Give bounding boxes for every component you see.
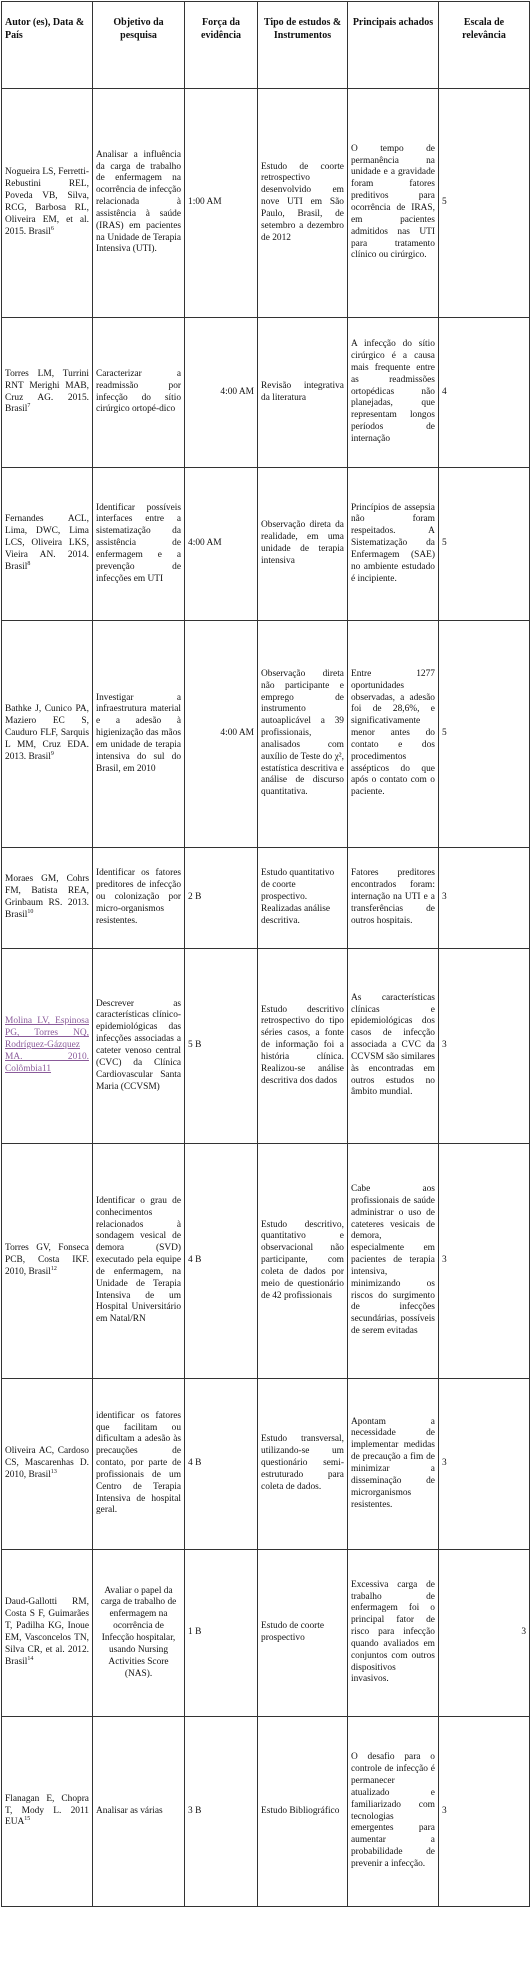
strength-cell: 3 B	[185, 1717, 258, 1907]
reference-superscript: 13	[50, 1468, 57, 1475]
header-findings: Principais achados	[347, 2, 438, 89]
objective-cell: Investigar a infraestrutura material e a adesão à higienização das mãos em unidade de terapia intensiva do sul do Brasil, em 2010	[92, 621, 184, 848]
study-type-cell: Estudo descritivo, quantitativo e observacional não participante, com coleta de dados por meio de questionário de 42 profissionais	[258, 1144, 348, 1379]
reference-superscript: 15	[24, 1816, 31, 1823]
table-row	[2, 89, 530, 318]
author-link[interactable]: Molina LV, Espinosa PG, Torres NQ, Rodríguez-Gázquez MA. 2010. Colômbia11	[5, 1016, 89, 1074]
reference-superscript: 6	[50, 225, 54, 232]
author-cell: Daud-Gallotti RM, Costa S F, Guimarães T, Padilha KG, Inoue EM, Vasconcelos TN, Silva CR, et al. 2012. Brasil$^{14}$	[2, 1550, 93, 1717]
table-row	[2, 1717, 530, 1907]
author-cell: Bathke J, Cunico PA, Maziero EC S, Cauduro FLF, Sarquis L MM, Cruz EDA. 2013. Brasil$^9$	[2, 621, 93, 848]
strength-cell: 4:00 AM	[185, 318, 258, 468]
objective-cell: Descrever as características clínico-epidemiológicas das infecções associadas a cateter venoso central (CVC) da Clínica Cardiovascular Santa Maria (CCVSM)	[92, 949, 184, 1144]
reference-superscript: 7	[27, 403, 31, 410]
relevance-scale-cell: 4	[438, 318, 529, 468]
relevance-scale-cell: 3	[438, 1717, 529, 1907]
table-row	[2, 468, 530, 621]
author-cell: Flanagan E, Chopra T, Mody L. 2011 EUA$^{15}$	[2, 1717, 93, 1907]
table-row	[2, 949, 530, 1144]
findings-cell: Excessiva carga de trabalho de enfermagem foi o principal fator de risco para infecção quando avaliados em conjuntos com outros dispositivos invasivos.	[347, 1550, 438, 1717]
author-cell: Nogueira LS, Ferretti-Rebustini REL, Poveda VB, Silva, RCG, Barbosa RL, Oliveira EM, et al. 2015. Brasil$^6$	[2, 89, 93, 318]
table-header-row	[2, 2, 530, 89]
header-relevance-scale: Escala de relevância	[438, 2, 529, 89]
study-type-cell: Estudo quantitativo de coorte prospectivo. Realizadas análise descritiva.	[258, 848, 348, 949]
reference-superscript: 9	[50, 750, 54, 757]
header-strength: Força da evidência	[185, 2, 258, 89]
author-cell: Moraes GM, Cohrs FM, Batista REA, Grinbaum RS. 2013. Brasil$^{10}$	[2, 848, 93, 949]
strength-cell: 1 B	[185, 1550, 258, 1717]
findings-cell: Cabe aos profissionais de saúde administrar o uso de cateteres vesicais de demora, especialmente em pacientes de terapia intensiva, minimizando os riscos do surgimento de infecções secundárias, possíveis de serem evitadas	[347, 1144, 438, 1379]
findings-cell: A infecção do sítio cirúrgico é a causa mais frequente entre as readmissões ortopédicas não planejadas, que representam longos períodos de internação	[347, 318, 438, 468]
relevance-scale-cell: 3	[438, 949, 529, 1144]
objective-cell: Avaliar o papel da carga de trabalho de enfermagem na ocorrência de Infecção hospitalar, usando Nursing Activities Score (NAS).	[92, 1550, 184, 1717]
table-row	[2, 1144, 530, 1379]
relevance-scale-cell: 5	[438, 89, 529, 318]
table-row	[2, 318, 530, 468]
strength-cell: 1:00 AM	[185, 89, 258, 318]
study-type-cell: Estudo transversal, utilizando-se um questionário semi-estruturado para coleta de dados.	[258, 1379, 348, 1550]
objective-cell: Identificar o grau de conhecimentos relacionados à sondagem vesical de demora (SVD) executado pela equipe de enfermagem, na Unidade de Terapia Intensiva de um Hospital Universitário em Natal/RN	[92, 1144, 184, 1379]
author-cell	[2, 949, 93, 1144]
header-study-type: Tipo de estudos & Instrumentos	[258, 2, 348, 89]
table-row	[2, 1550, 530, 1717]
findings-cell: Princípios de assepsia não foram respeitados. A Sistematização da Enfermagem (SAE) no ambiente estudado é incipiente.	[347, 468, 438, 621]
study-type-cell: Estudo de coorte retrospectivo desenvolvido em nove UTI em São Paulo, Brasil, de setembro a dezembro de 2012	[258, 89, 348, 318]
reference-superscript: 12	[50, 1265, 57, 1272]
study-type-cell: Revisão integrativa da literatura	[258, 318, 348, 468]
objective-cell: identificar os fatores que facilitam ou dificultam a adesão às precauções de contato, por parte de profissionais de um Centro de Terapia Intensiva de hospital geral.	[92, 1379, 184, 1550]
study-type-cell: Observação direta da realidade, em uma unidade de terapia intensiva	[258, 468, 348, 621]
findings-cell: Apontam a necessidade de implementar medidas de precaução a fim de minimizar a disseminação de microrganismos resistentes.	[347, 1379, 438, 1550]
author-cell: Torres GV, Fonseca PCB, Costa IKF. 2010, Brasil$^{12}$	[2, 1144, 93, 1379]
objective-cell: Analisar as várias	[92, 1717, 184, 1907]
relevance-scale-cell: 3	[438, 1144, 529, 1379]
strength-cell: 2 B	[185, 848, 258, 949]
findings-cell: As características clínicas e epidemiológicas dos casos de infecção associada a CVC da CCVSM são similares às encontradas em outros estudos no âmbito mundial.	[347, 949, 438, 1144]
studies-table	[1, 1, 530, 1907]
study-type-cell: Observação direta não participante e emprego de instrumento autoaplicável a 39 profissionais, analisados com auxílio de Teste do χ², estatística descritiva e análise de discurso quantitativa.	[258, 621, 348, 848]
relevance-scale-cell: 3	[438, 1550, 529, 1717]
relevance-scale-cell: 3	[438, 848, 529, 949]
strength-cell: 4:00 AM	[185, 468, 258, 621]
objective-cell: Caracterizar a readmissão por infecção do sítio cirúrgico ortopé-dico	[92, 318, 184, 468]
strength-cell: 4:00 AM	[185, 621, 258, 848]
strength-cell: 4 B	[185, 1379, 258, 1550]
author-cell: Torres LM, Turrini RNT Merighi MAB, Cruz AG. 2015. Brasil$^7$	[2, 318, 93, 468]
reference-superscript: 10	[27, 908, 34, 915]
table-row	[2, 621, 530, 848]
relevance-scale-cell: 5	[438, 468, 529, 621]
objective-cell: Analisar a influência da carga de trabalho de enfermagem na ocorrência de infecção relacionada à assistência à saúde (IRAS) em pacientes na Unidade de Terapia Intensiva (UTI).	[92, 89, 184, 318]
table-row	[2, 1379, 530, 1550]
findings-cell: Fatores preditores encontrados foram: internação na UTI e a transferências de outros hospitais.	[347, 848, 438, 949]
findings-cell: O desafio para o controle de infecção é permanecer atualizado e familiarizado com tecnologias emergentes para aumentar a probabilidade de prevenir a infecção.	[347, 1717, 438, 1907]
reference-superscript: 14	[27, 1655, 34, 1662]
findings-cell: O tempo de permanência na unidade e a gravidade foram fatores preditivos para ocorrência de IRAS, em pacientes admitidos nas UTI para tratamento clínico ou cirúrgico.	[347, 89, 438, 318]
author-cell: Fernandes ACL, Lima, DWC, Lima LCS, Oliveira LKS, Vieira AN. 2014. Brasil$^8$	[2, 468, 93, 621]
study-type-cell: Estudo de coorte prospectivo	[258, 1550, 348, 1717]
author-cell: Oliveira AC, Cardoso CS, Mascarenhas D. 2010, Brasil$^{13}$	[2, 1379, 93, 1550]
strength-cell: 5 B	[185, 949, 258, 1144]
header-author: Autor (es), Data & País	[2, 2, 93, 89]
objective-cell: Identificar os fatores preditores de infecção ou colonização por micro-organismos resistentes.	[92, 848, 184, 949]
study-type-cell: Estudo Bibliográfico	[258, 1717, 348, 1907]
table-row	[2, 848, 530, 949]
reference-superscript: 8	[27, 560, 31, 567]
relevance-scale-cell: 5	[438, 621, 529, 848]
study-type-cell: Estudo descritivo retrospectivo do tipo séries casos, a fonte de informação foi a história clínica. Realizou-se análise descritiva dos dados	[258, 949, 348, 1144]
relevance-scale-cell: 3	[438, 1379, 529, 1550]
header-objective: Objetivo da pesquisa	[92, 2, 184, 89]
strength-cell: 4 B	[185, 1144, 258, 1379]
findings-cell: Entre 1277 oportunidades observadas, a adesão foi de 28,6%, e significativamente menor antes do contato e dos procedimentos assépticos do que após o contato com o paciente.	[347, 621, 438, 848]
objective-cell: Identificar possíveis interfaces entre a sistematização da assistência de enfermagem e a prevenção de infecções em UTI	[92, 468, 184, 621]
